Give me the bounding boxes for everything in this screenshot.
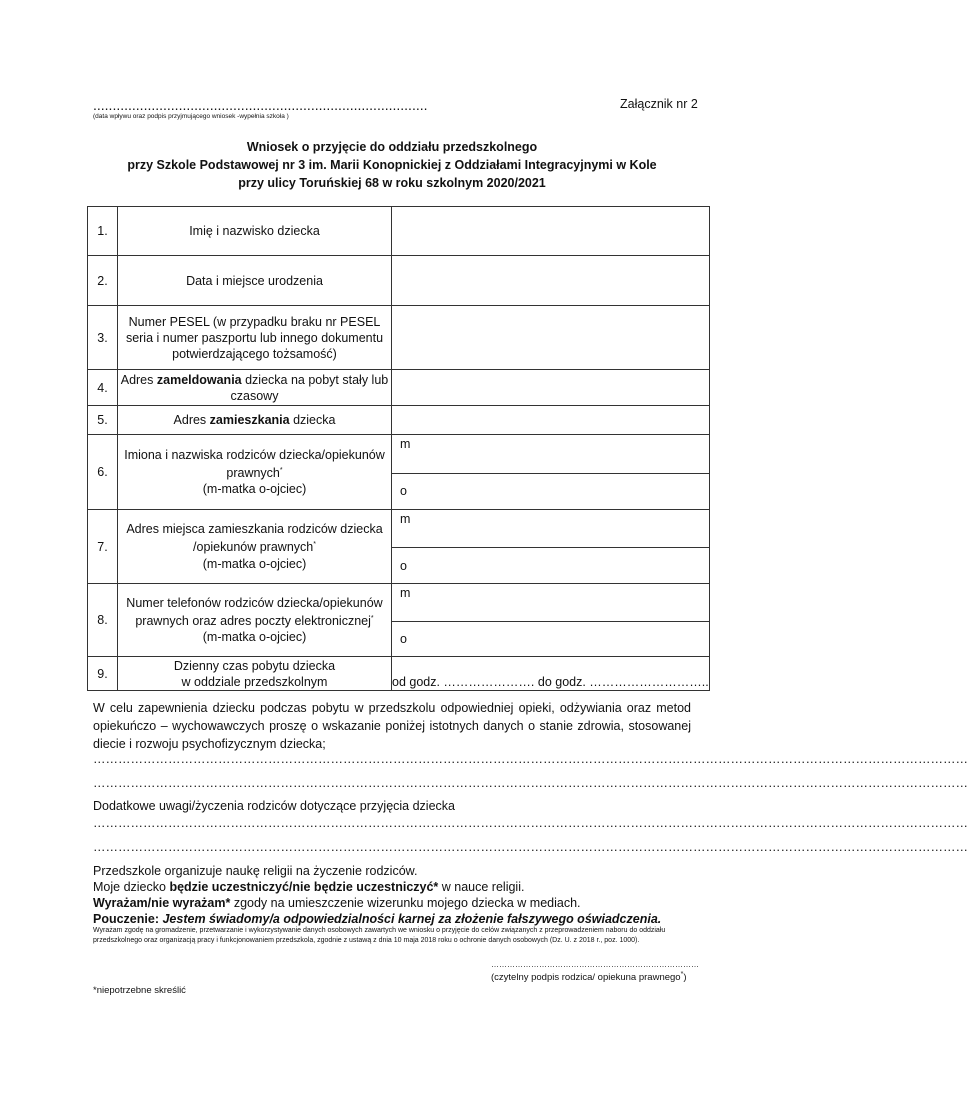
asterisk: * [680, 971, 684, 978]
child-name-field[interactable] [392, 207, 710, 256]
religion-info: Przedszkole organizuje naukę religii na życzenie rodziców. [93, 864, 418, 878]
extra-notes-line-2[interactable]: ………………………………………………………………………………………………………………………………………………………………………………………… [93, 840, 968, 854]
caption-text: (czytelny podpis rodzica/ opiekuna prawnego [491, 972, 681, 984]
receipt-caption: (data wpływu oraz podpis przyjmującego wniosek -wypełnia szkoła ) [93, 113, 289, 120]
label-text: dziecka [289, 413, 336, 427]
asterisk: * [279, 466, 283, 474]
health-info-line-2[interactable]: ………………………………………………………………………………………………………………………………………………………………………………………… [93, 776, 968, 790]
row-label-child-name: Imię i nazwisko dziecka [118, 207, 392, 256]
label-text: (m-matka o-ojciec) [202, 482, 307, 497]
row-number: 8. [88, 584, 118, 657]
father-address-field[interactable] [392, 548, 709, 583]
health-info-paragraph: W celu zapewnienia dziecku podczas pobytu w przedszkolu odpowiedniej opieki, odżywiania oraz metod opiekuńczo – wychowawczych proszę o wskazanie poniżej istotnych danych o stanie zdrowia, stosowanej diecie i rozwoju psychofizycznym dziecka; [93, 701, 691, 751]
stay-time-field[interactable]: od godz. …………………. do godz. ……………………….. [392, 657, 710, 691]
instruction-text: Jestem świadomy/a odpowiedzialności karnej za złożenie fałszywego oświadczenia. [162, 912, 662, 926]
table-row [88, 584, 710, 657]
receipt-signature-line: ...................................................................................... [93, 97, 428, 113]
row-label-birth: Data i miejsce urodzenia [118, 256, 392, 306]
asterisk: * [370, 614, 374, 622]
row-number: 5. [88, 406, 118, 435]
image-choice[interactable]: Wyrażam/nie wyrażam* [93, 896, 231, 910]
father-marker: o [400, 631, 407, 646]
row-label-residence-address [118, 406, 392, 435]
health-info-line-1[interactable]: ………………………………………………………………………………………………………………………………………………………………………………………… [93, 752, 968, 766]
mother-marker: m [400, 437, 411, 451]
row-label-registered-address [118, 370, 392, 406]
table-row [88, 207, 710, 256]
instruction [93, 911, 691, 927]
row-label-parents-address [118, 510, 392, 584]
sub-rows [392, 435, 709, 509]
label-text: w oddziale przedszkolnym [181, 674, 328, 689]
label-text: Adres [173, 413, 210, 427]
row-label-parents-names [118, 435, 392, 510]
caption-close: ) [683, 972, 687, 984]
pesel-field[interactable] [392, 306, 710, 370]
row-number: 7. [88, 510, 118, 584]
parents-names-cell [392, 435, 710, 510]
father-phone-field[interactable] [392, 622, 709, 657]
father-name-field[interactable] [392, 474, 709, 510]
table-row [88, 306, 710, 370]
row-label-pesel: Numer PESEL (w przypadku braku nr PESEL seria i numer paszportu lub innego dokumentu potwierdzającego tożsamość) [118, 306, 392, 370]
sub-rows [392, 510, 709, 583]
birth-date-place-field[interactable] [392, 256, 710, 306]
religion-choice[interactable]: będzie uczestniczyć/nie będzie uczestniczyć* [169, 880, 439, 894]
mother-address-field[interactable] [392, 510, 709, 548]
mother-name-field[interactable] [392, 435, 709, 474]
asterisk: * [313, 541, 316, 549]
mother-phone-field[interactable] [392, 584, 709, 622]
father-marker: o [400, 484, 407, 499]
table-row [88, 256, 710, 306]
signature-line[interactable]: …………………………………………………………………… [491, 960, 699, 969]
label-text: (m-matka o-ojciec) [202, 630, 307, 645]
row-number: 9. [88, 657, 118, 691]
footnote: *niepotrzebne skreślić [93, 985, 186, 996]
religion-consent[interactable] [93, 879, 691, 895]
extra-notes-label: Dodatkowe uwagi/życzenia rodziców dotyczące przyjęcia dziecka [93, 799, 455, 813]
row-label-stay-time [118, 657, 392, 691]
table-row [88, 510, 710, 584]
table-row [88, 435, 710, 510]
label-bold: zamieszkania [209, 413, 290, 427]
row-number: 4. [88, 370, 118, 406]
label-text: Adres [120, 372, 157, 387]
form-subtitle-school: przy Szkole Podstawowej nr 3 im. Marii Konopnickiej z Oddziałami Integracyjnymi w Kole [127, 158, 657, 172]
row-label-parents-phone [118, 584, 392, 657]
application-table [87, 206, 710, 691]
row-number: 3. [88, 306, 118, 370]
gdpr-consent: Wyrażam zgodę na gromadzenie, przetwarzanie i wykorzystywanie danych osobowych zawartych we wniosku o przyjęcie do celów związanych z przeprowadzeniem naboru do oddziału przedszkolnego oraz organizacją pracy i funkcjonowaniem przedszkola, zgodnie z ustawą z dnia 10 maja 2018 roku o ochronie danych osobowych (Dz. U. z 2018 r., poz. 1000). [93, 927, 666, 944]
registered-address-field[interactable] [392, 370, 710, 406]
form-subtitle-address: przy ulicy Toruńskiej 68 w roku szkolnym 2020/2021 [238, 176, 546, 190]
label-text: dziecka na pobyt stały lub czasowy [230, 372, 389, 403]
mother-marker: m [400, 512, 411, 526]
table-row [88, 370, 710, 406]
row-number: 2. [88, 256, 118, 306]
text: zgody na umieszczenie wizerunku mojego dziecka w mediach. [230, 896, 581, 910]
label-text: (m-matka o-ojciec) [202, 556, 307, 571]
row-number: 6. [88, 435, 118, 510]
image-consent[interactable] [93, 895, 691, 911]
instruction-label: Pouczenie: [93, 912, 163, 926]
mother-marker: m [400, 586, 411, 600]
signature-caption [491, 971, 687, 983]
residence-address-field[interactable] [392, 406, 710, 435]
label-text: Adres miejsca zamieszkania rodziców dziecka /opiekunów prawnych [126, 522, 383, 555]
label-text: Dzienny czas pobytu dziecka [173, 658, 336, 673]
sub-rows [392, 584, 709, 656]
label-text: Numer telefonów rodziców dziecka/opiekunów prawnych oraz adres poczty elektronicznej [126, 595, 383, 629]
parents-address-cell [392, 510, 710, 584]
text: Moje dziecko [93, 880, 170, 894]
text: w nauce religii. [438, 880, 525, 894]
table-row [88, 406, 710, 435]
form-title: Wniosek o przyjęcie do oddziału przedszkolnego [246, 140, 538, 154]
father-marker: o [400, 558, 407, 573]
parents-phone-cell [392, 584, 710, 657]
table-row [88, 657, 710, 691]
label-bold: zameldowania [156, 372, 242, 387]
row-number: 1. [88, 207, 118, 256]
annex-label: Załącznik nr 2 [620, 97, 698, 111]
label-text: Imiona i nazwiska rodziców dziecka/opiekunów prawnych [124, 447, 385, 481]
extra-notes-line-1[interactable]: ………………………………………………………………………………………………………………………………………………………………………………………… [93, 816, 968, 830]
